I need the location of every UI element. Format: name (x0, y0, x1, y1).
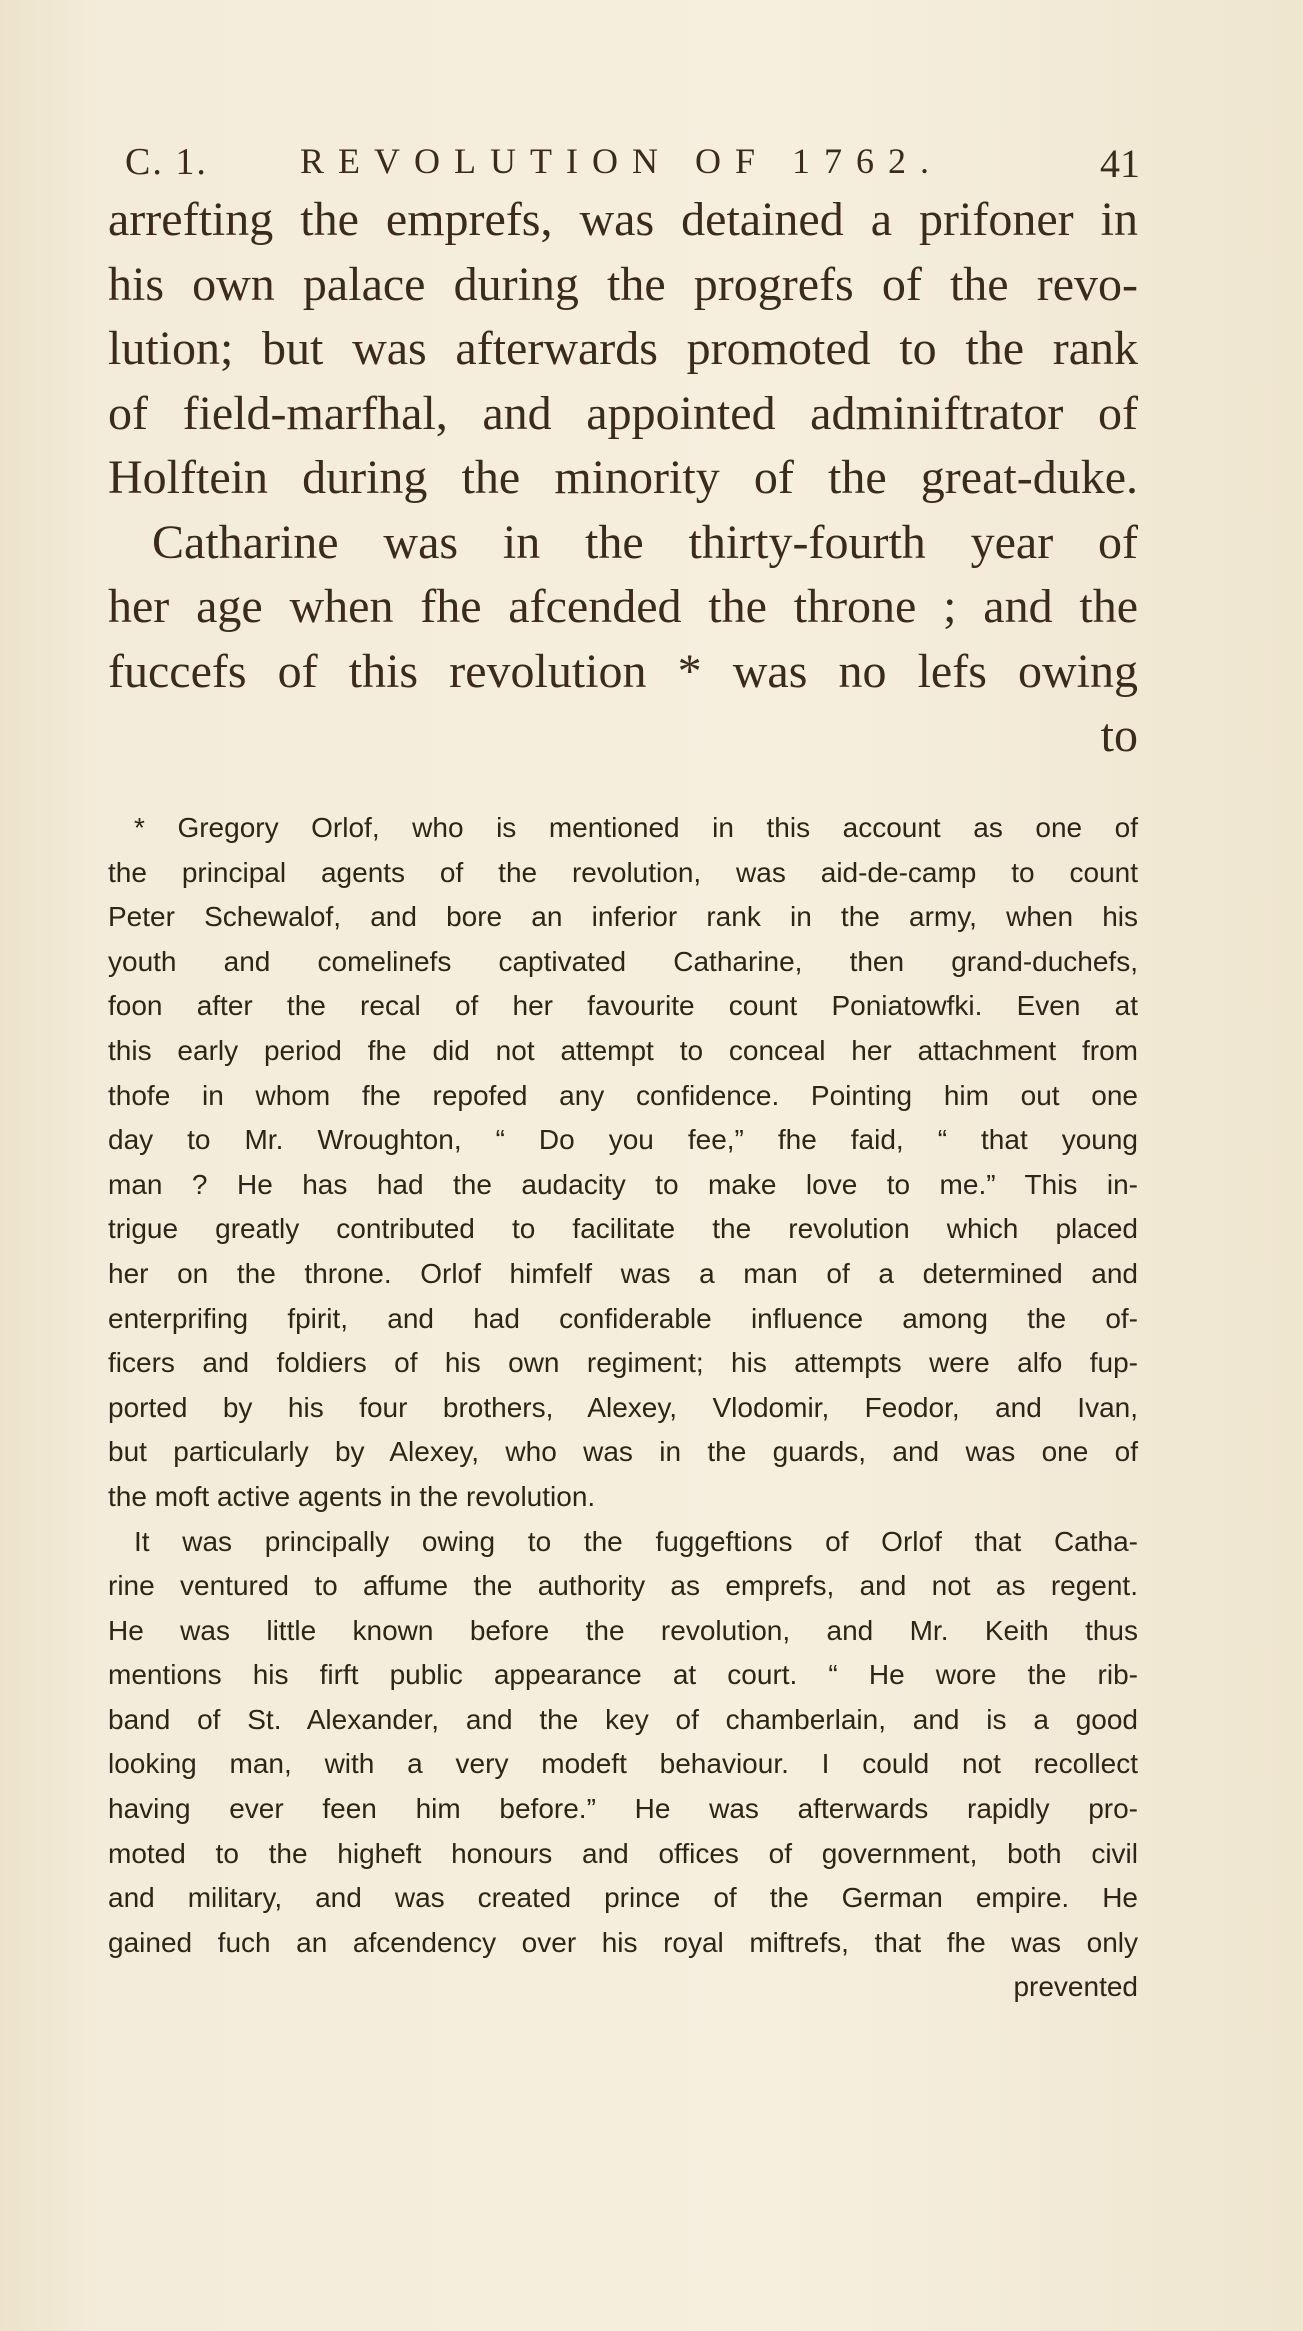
footnote-line: mentions his firft public appearance at court. “ He wore the rib- (108, 1659, 1138, 1691)
body-line: of field-marfhal, and appointed adminiftrator of (108, 386, 1138, 440)
running-header (125, 140, 1140, 188)
chapter-marker: C. 1. (125, 141, 208, 183)
footnote-line: looking man, with a very modeft behaviour. I could not recollect (108, 1748, 1138, 1780)
footnote-line: the principal agents of the revolution, was aid-de-camp to count (108, 856, 1138, 888)
body-line: her age when fhe afcended the throne ; and the (108, 580, 1138, 633)
footnote-line: moted to the higheft honours and offices of government, both civil (108, 1837, 1138, 1869)
main-text-block (108, 188, 1138, 769)
footnote-line: gained fuch an afcendency over his royal miftrefs, that fhe was only (108, 1926, 1138, 1958)
body-line: Holftein during the minority of the great-duke. (108, 451, 1138, 504)
body-line: Catharine was in the thirty-fourth year of (152, 515, 1138, 569)
footnote-line: ficers and foldiers of his own regiment; his attempts were alfo fup- (108, 1347, 1138, 1379)
footnote-line: man ? He has had the audacity to make love to me.” This in- (108, 1168, 1138, 1200)
footnote-line: but particularly by Alexey, who was in the guards, and was one of (108, 1436, 1138, 1468)
body-line: arrefting the emprefs, was detained a prifoner in (108, 193, 1138, 246)
body-line: lution; but was afterwards promoted to the rank (108, 322, 1138, 375)
footnote-line: this early period fhe did not attempt to conceal her attachment from (108, 1034, 1138, 1066)
footnote-line: the moft active agents in the revolution. (108, 1480, 596, 1512)
footnote-line: youth and comelinefs captivated Catharine, then grand-duchefs, (108, 945, 1138, 977)
page-number: 41 (1100, 141, 1140, 186)
footnote-line: band of St. Alexander, and the key of chamberlain, and is a good (108, 1703, 1138, 1735)
catchword: to (1100, 709, 1138, 762)
footnote-catchword: prevented (1013, 1971, 1138, 2003)
footnote-line: * Gregory Orlof, who is mentioned in this account as one of (134, 812, 1138, 843)
footnote-line: her on the throne. Orlof himfelf was a man of a determined and (108, 1257, 1138, 1289)
footnote-line: day to Mr. Wroughton, “ Do you fee,” fhe faid, “ that young (108, 1124, 1138, 1156)
footnote-block (108, 806, 1138, 2010)
footnote-line: foon after the recal of her favourite count Poniatowfki. Even at (108, 990, 1138, 1022)
body-line: his own palace during the progrefs of the revo- (108, 257, 1138, 311)
footnote-line: It was principally owing to the fuggeftions of Orlof that Catha- (134, 1525, 1138, 1557)
footnote-line: and military, and was created prince of the German empire. He (108, 1882, 1138, 1914)
footnote-line: He was little known before the revolution, and Mr. Keith thus (108, 1614, 1138, 1646)
footnote-line: Peter Schewalof, and bore an inferior rank in the army, when his (108, 901, 1138, 933)
footnote-line: trigue greatly contributed to facilitate the revolution which placed (108, 1213, 1138, 1245)
running-title: REVOLUTION OF 1762. (300, 141, 943, 181)
footnote-line: thofe in whom fhe repofed any confidence. Pointing him out one (108, 1079, 1138, 1111)
footnote-line: ported by his four brothers, Alexey, Vlodomir, Feodor, and Ivan, (108, 1391, 1138, 1423)
body-line: fuccefs of this revolution * was no lefs owing (108, 644, 1138, 698)
footnote-line: having ever feen him before.” He was afterwards rapidly pro- (108, 1793, 1138, 1825)
footnote-line: enterprifing fpirit, and had confiderable influence among the of- (108, 1302, 1138, 1334)
footnote-line: rine ventured to affume the authority as emprefs, and not as regent. (108, 1570, 1138, 1602)
